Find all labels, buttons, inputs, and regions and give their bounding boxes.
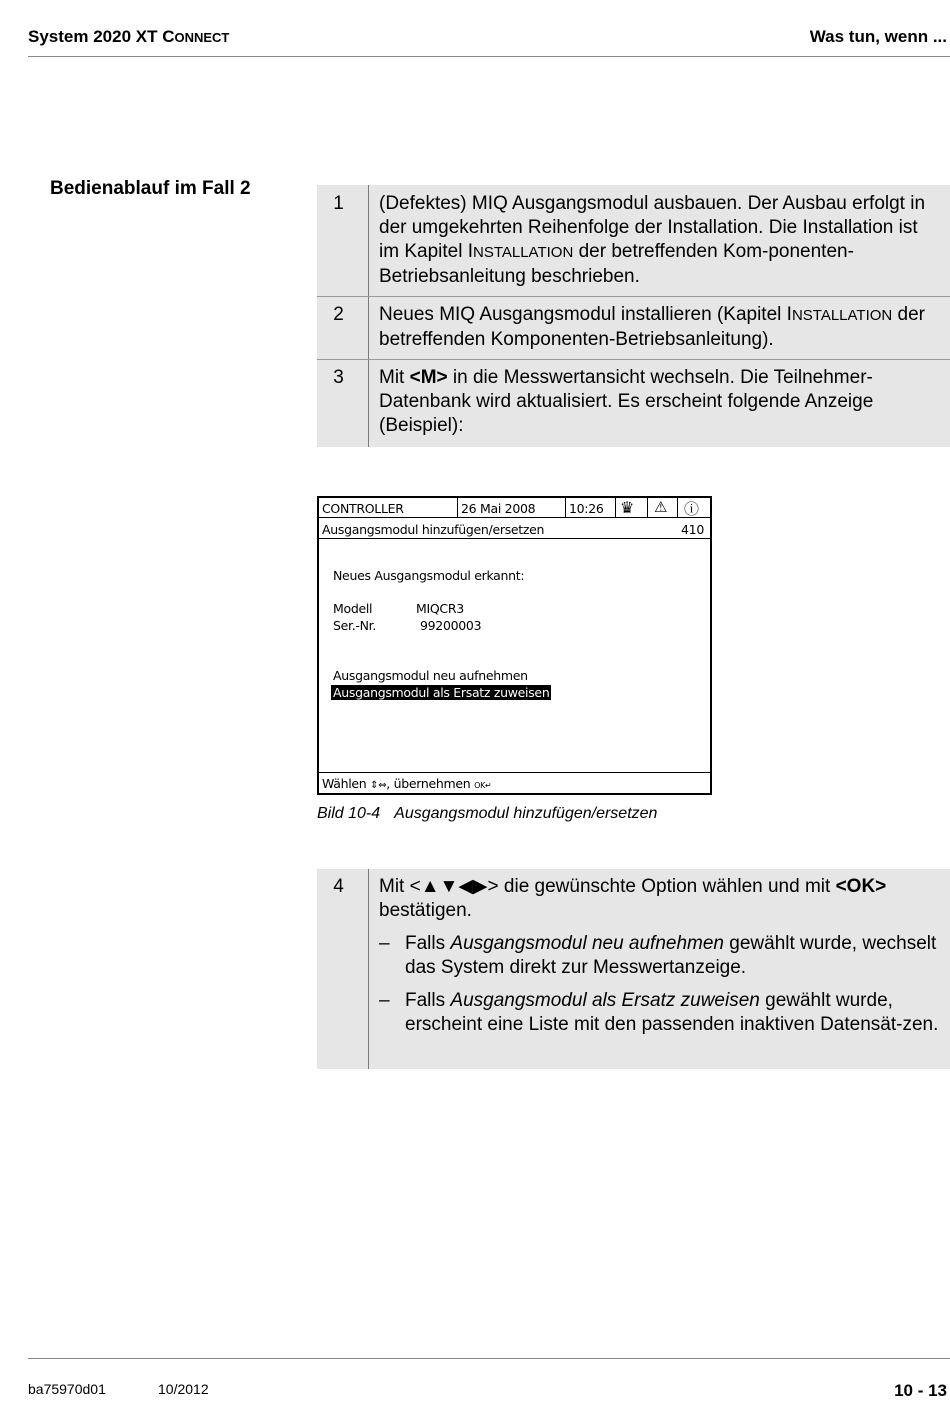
display-screen-number: 410 xyxy=(681,522,704,537)
header-chapter: Was tun, wenn ... xyxy=(809,27,947,46)
footer-page-number: 10 - 13 xyxy=(894,1381,947,1400)
crown-icon: ♛ xyxy=(620,498,635,517)
display-help-text: , übernehmen xyxy=(386,776,475,791)
display-model-value: MIQCR3 xyxy=(416,601,464,616)
display-option-replace-selected[interactable]: Ausgangsmodul als Ersatz zuweisen xyxy=(333,685,550,700)
display-status-bar xyxy=(319,498,710,518)
step-table-1-3 xyxy=(317,185,950,447)
display-detected-message: Neues Ausgangsmodul erkannt: xyxy=(333,568,525,583)
step-number: 1 xyxy=(317,185,369,296)
ok-key-icon: OK↵ xyxy=(474,781,492,790)
figure-caption-text: Ausgangsmodul hinzufügen/ersetzen xyxy=(394,805,658,822)
step-text xyxy=(369,360,950,447)
display-help-text: Wählen xyxy=(322,776,371,791)
step-text-part: (Defektes) MIQ Ausgangsmodul ausbauen. Der Ausbau erfolgt in der umgekehrten Reihenfolge der Installation. Die Installation ist im Kapitel I xyxy=(379,193,926,262)
step-4-instruction xyxy=(379,875,940,923)
figure-number: Bild 10-4 xyxy=(317,805,381,822)
bullet-item xyxy=(379,989,940,1037)
bullet-text-part: gewählt wurde, erscheint eine Liste mit den passenden inaktiven Datensät-zen. xyxy=(405,990,939,1035)
header-rule xyxy=(28,56,950,57)
device-display-screenshot xyxy=(317,496,712,795)
display-serial-value: 99200003 xyxy=(420,618,482,633)
footer-date: 10/2012 xyxy=(158,1381,209,1397)
display-divider xyxy=(615,498,616,517)
bullet-item xyxy=(379,932,940,980)
step-text xyxy=(369,185,950,296)
bullet-text-part: gewählt wurde, wechselt das System direkt zur Messwertanzeige. xyxy=(405,933,937,978)
header-title xyxy=(28,27,229,47)
bullet-text-part: Falls xyxy=(405,933,451,954)
step-row-4 xyxy=(317,869,950,1069)
display-serial-label: Ser.-Nr. xyxy=(333,618,377,633)
bullet-option-name: Ausgangsmodul neu aufnehmen xyxy=(450,933,724,954)
header-title-smallcaps: ONNECT xyxy=(174,30,230,45)
info-icon: ⓘ xyxy=(684,500,699,518)
step-text-part: Mit xyxy=(379,367,410,388)
step-row-3 xyxy=(317,360,950,447)
step-text-part: bestätigen. xyxy=(379,900,472,921)
step-text-part: der betreffenden Komponenten-Betriebsanleitung). xyxy=(379,304,925,350)
display-date: 26 Mai 2008 xyxy=(461,501,536,516)
display-help-line xyxy=(322,776,491,791)
display-rule xyxy=(319,538,710,539)
step-row-1 xyxy=(317,185,950,297)
footer-rule xyxy=(28,1358,950,1359)
step-row-2 xyxy=(317,297,950,360)
section-title: Bedienablauf im Fall 2 xyxy=(50,178,251,199)
display-model-label: Modell xyxy=(333,601,373,616)
bullet-dash: – xyxy=(379,933,390,954)
key-m: <M> xyxy=(409,367,448,388)
display-option-new[interactable]: Ausgangsmodul neu aufnehmen xyxy=(333,668,528,683)
bullet-option-name: Ausgangsmodul als Ersatz zuweisen xyxy=(450,990,760,1011)
arrow-keys-icon: ⇕⇔ xyxy=(370,780,387,791)
step-table-4 xyxy=(317,869,950,1069)
display-divider xyxy=(647,498,648,517)
step-text-smallcaps: NSTALLATION xyxy=(472,244,574,261)
step-number: 3 xyxy=(317,360,369,447)
display-subtitle: Ausgangsmodul hinzufügen/ersetzen xyxy=(322,522,545,537)
ok-key-label: <OK> xyxy=(835,876,887,897)
step-number: 2 xyxy=(317,297,369,359)
bullet-text xyxy=(405,989,940,1037)
display-rule xyxy=(319,772,710,773)
display-divider xyxy=(565,498,566,517)
step-text-part: in die Messwertansicht wechseln. Die Teilnehmer-Datenbank wird aktualisiert. Es erscheint folgende Anzeige (Beispiel): xyxy=(379,367,874,436)
figure-caption xyxy=(317,805,657,823)
step-text-part: die gewünschte Option wählen und mit xyxy=(498,876,836,897)
display-divider xyxy=(457,498,458,517)
header-title-main: System 2020 XT C xyxy=(28,27,175,46)
step-text xyxy=(369,869,950,1069)
bullet-text-part: Falls xyxy=(405,990,451,1011)
step-text-part: Neues MIQ Ausgangsmodul installieren (Kapitel I xyxy=(379,304,792,325)
arrow-keys-label: <▲▼◀▶> xyxy=(409,876,499,897)
footer-doc-number: ba75970d01 xyxy=(28,1381,106,1397)
step-text-smallcaps: NSTALLATION xyxy=(791,307,893,324)
bullet-dash: – xyxy=(379,990,390,1011)
step-text-part: der betreffenden Kom-ponenten-Betriebsanleitung beschrieben. xyxy=(379,241,854,287)
bullet-text xyxy=(405,932,940,980)
step-number: 4 xyxy=(317,869,369,1069)
display-time: 10:26 xyxy=(569,501,604,516)
step-text-part: Mit xyxy=(379,876,410,897)
step-text xyxy=(369,297,950,359)
warning-icon: ⚠ xyxy=(654,498,668,516)
display-controller-label: CONTROLLER xyxy=(322,501,404,516)
display-divider xyxy=(677,498,678,517)
